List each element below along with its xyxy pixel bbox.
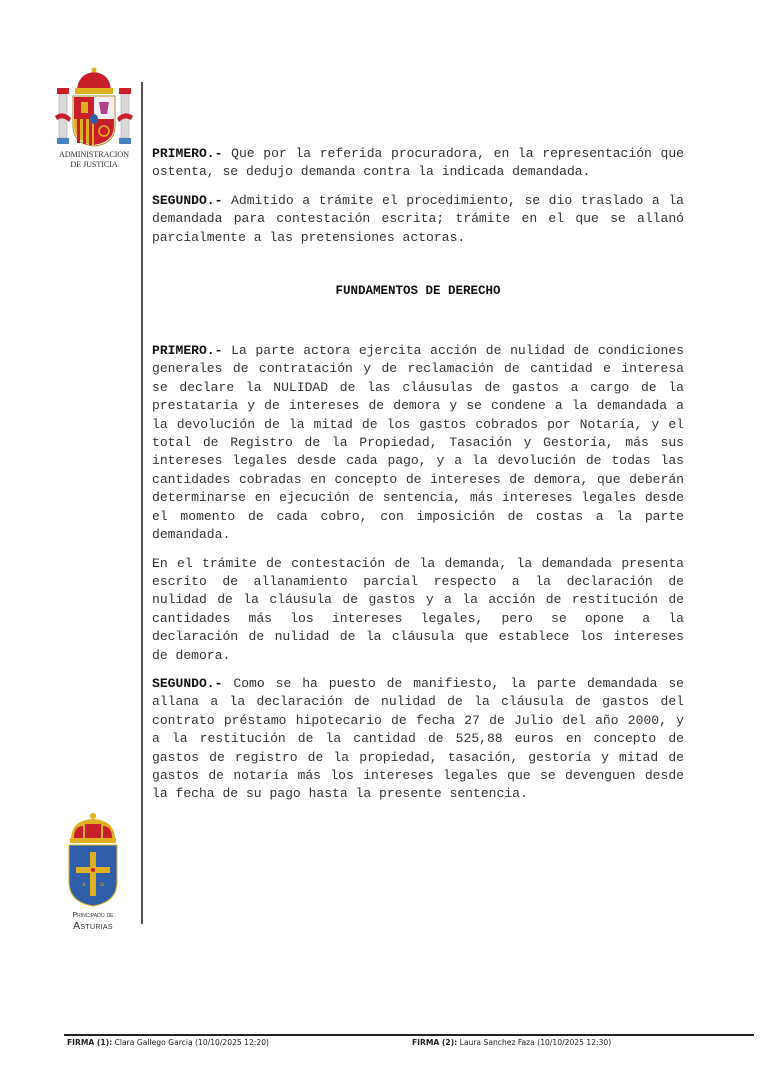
paragraph-text: Admitido a trámite el procedimiento, se dio traslado a la demandada para contestación escrita; trámite en el que se allanó parcialmente a las pretensiones actoras. xyxy=(152,192,684,245)
spain-coat-of-arms-icon xyxy=(55,66,133,150)
paragraph-label: PRIMERO.- xyxy=(152,343,223,359)
paragraph-label: PRIMERO.- xyxy=(152,146,223,161)
svg-text:A: A xyxy=(82,883,86,888)
fundamento-contestacion xyxy=(152,555,684,665)
footer-rule xyxy=(64,1034,754,1036)
logo-caption-line1: ADMINISTRACION xyxy=(58,150,129,159)
paragraph-text: En el trámite de contestación de la demanda, la demandada presenta escrito de allanamiento parcial respecto a la declaración de nulidad de la cláusula de gastos y a la acción de restitución de cantidades más los intereses legales, pero se opone a la declaración de nulidad de la cláusula que establece los intereses de demora. xyxy=(152,555,684,663)
logo-caption-line2: DE JUSTICIA xyxy=(70,160,118,169)
antecedente-segundo xyxy=(152,192,684,247)
administracion-justicia-logo xyxy=(53,66,135,174)
signature-1-value: Clara Gallego Garcia (10/10/2025 12:20) xyxy=(112,1038,270,1047)
signature-2 xyxy=(412,1038,611,1047)
paragraph-text: La parte actora ejercita acción de nulidad de condiciones generales de contratación y de reclamación de cantidad e interesa se declare la NULIDAD de las cláusulas de gastos a cargo de la prestataria y de intereses de demora y se condene a la demandada a la devolución de la mitad de los gastos cobrados por Notaría, y el total de Registro de la Propiedad, Tasación y Gestoría, más sus intereses legales desde cada pago, y a la devolución de todas las cantidades cobradas en concepto de intereses de demora, que deberán determinarse en ejecución de sentencia, más intereses legales desde el momento de cada cobro, con imposición de costas a la parte demandada. xyxy=(152,343,684,543)
fundamento-segundo xyxy=(152,675,684,804)
asturias-caption-line1: Principado de xyxy=(72,912,114,919)
signature-2-value: Laura Sanchez Faza (10/10/2025 12:30) xyxy=(457,1038,612,1047)
margin-vertical-rule xyxy=(141,82,143,924)
fundamento-primero xyxy=(152,342,684,544)
asturias-coat-of-arms-icon xyxy=(65,812,121,908)
section-heading: FUNDAMENTOS DE DERECHO xyxy=(335,284,501,299)
svg-text:Ω: Ω xyxy=(100,883,104,888)
paragraph-label: SEGUNDO.- xyxy=(152,192,223,208)
signature-1 xyxy=(67,1038,269,1047)
antecedente-primero xyxy=(152,145,684,182)
paragraph-text: Como se ha puesto de manifiesto, la parte demandada se allana a la declaración de nulidad de la cláusula de gastos del contrato préstamo hipotecario de fecha 27 de Julio del año 2000, y a la restitución de la cantidad de 525,88 euros en concepto de gastos de registro de la propiedad, tasación, gestoría y mitad de gastos de notaría más los intereses legales que se devenguen desde la fecha de su pago hasta la presente sentencia. xyxy=(152,675,684,802)
asturias-caption-line2: Asturias xyxy=(73,920,113,932)
paragraph-text: Que por la referida procuradora, en la representación que ostenta, se dedujo demanda contra la indicada demandada. xyxy=(152,146,684,180)
signature-2-label: FIRMA (2): xyxy=(412,1038,458,1047)
document-body xyxy=(152,145,684,814)
signature-1-label: FIRMA (1): xyxy=(67,1038,113,1047)
principado-asturias-logo xyxy=(62,812,124,937)
paragraph-label: SEGUNDO.- xyxy=(152,675,223,691)
